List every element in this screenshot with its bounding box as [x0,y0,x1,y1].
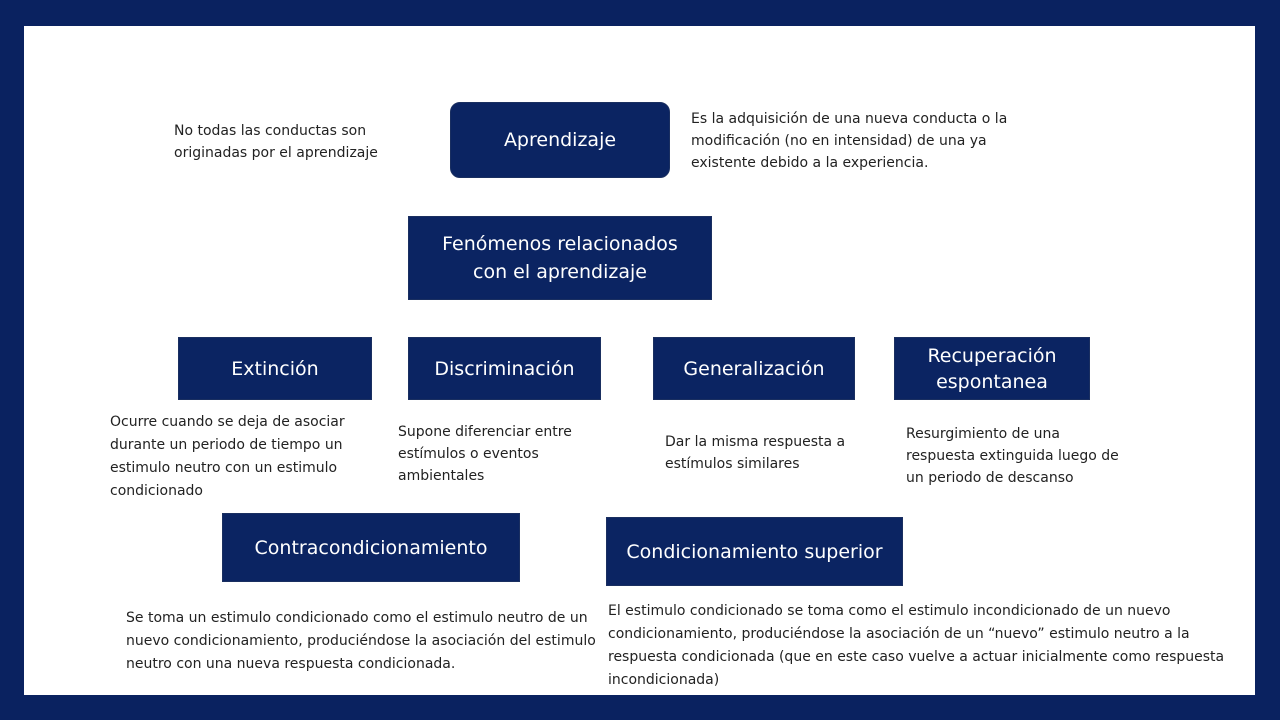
node-extincion [178,337,372,400]
node-discriminacion [408,337,601,400]
node-aprendizaje-label: Aprendizaje [503,129,617,151]
node-contracondicionamiento [222,513,520,582]
node-generalizacion-label: Generalización [683,357,825,380]
note-recuperacion: Resurgimiento de una respuesta extinguida luego de un periodo de descanso [906,426,1119,486]
node-generalizacion [653,337,855,400]
node-condicionamiento-superior [606,517,903,586]
note-generalizacion: Dar la misma respuesta a estímulos similares [665,434,846,472]
note-definicion-aprendizaje: Es la adquisición de una nueva conducta o la modificación (no en intensidad) de una ya existente debido a la experiencia. [691,111,1008,171]
note-discriminacion: Supone diferenciar entre estímulos o eventos ambientales [398,424,572,484]
node-discriminacion-label: Discriminación [434,357,575,380]
note-no-todas: No todas las conductas son originadas por el aprendizaje [174,123,378,161]
note-contracondicionamiento: Se toma un estimulo condicionado como el estimulo neutro de un nuevo condicionamiento, produciéndose la asociación del estimulo neutro con una nueva respuesta condicionada. [126,610,596,672]
node-extincion-label: Extinción [231,357,319,380]
node-recuperacion [894,337,1090,400]
node-contracondicionamiento-label: Contracondicionamiento [254,536,488,559]
node-condicionamiento-superior-label: Condicionamiento superior [626,540,883,563]
slide-canvas [24,26,1255,695]
node-recuperacion-label: Recuperación espontanea [927,344,1057,393]
node-fenomenos-label: Fenómenos relacionados con el aprendizaje [442,233,678,283]
note-extincion: Ocurre cuando se deja de asociar durante un periodo de tiempo un estimulo neutro con un estimulo condicionado [110,414,345,499]
node-fenomenos [408,216,712,300]
note-condicionamiento-superior: El estimulo condicionado se toma como el estimulo incondicionado de un nuevo condicionamiento, produciéndose la asociación de un “nuevo” estimulo neutro a la respuesta condicionada (que en este caso vuelve a actuar inicialmente como respuesta incondicionada) [608,603,1225,688]
node-aprendizaje [450,102,670,178]
